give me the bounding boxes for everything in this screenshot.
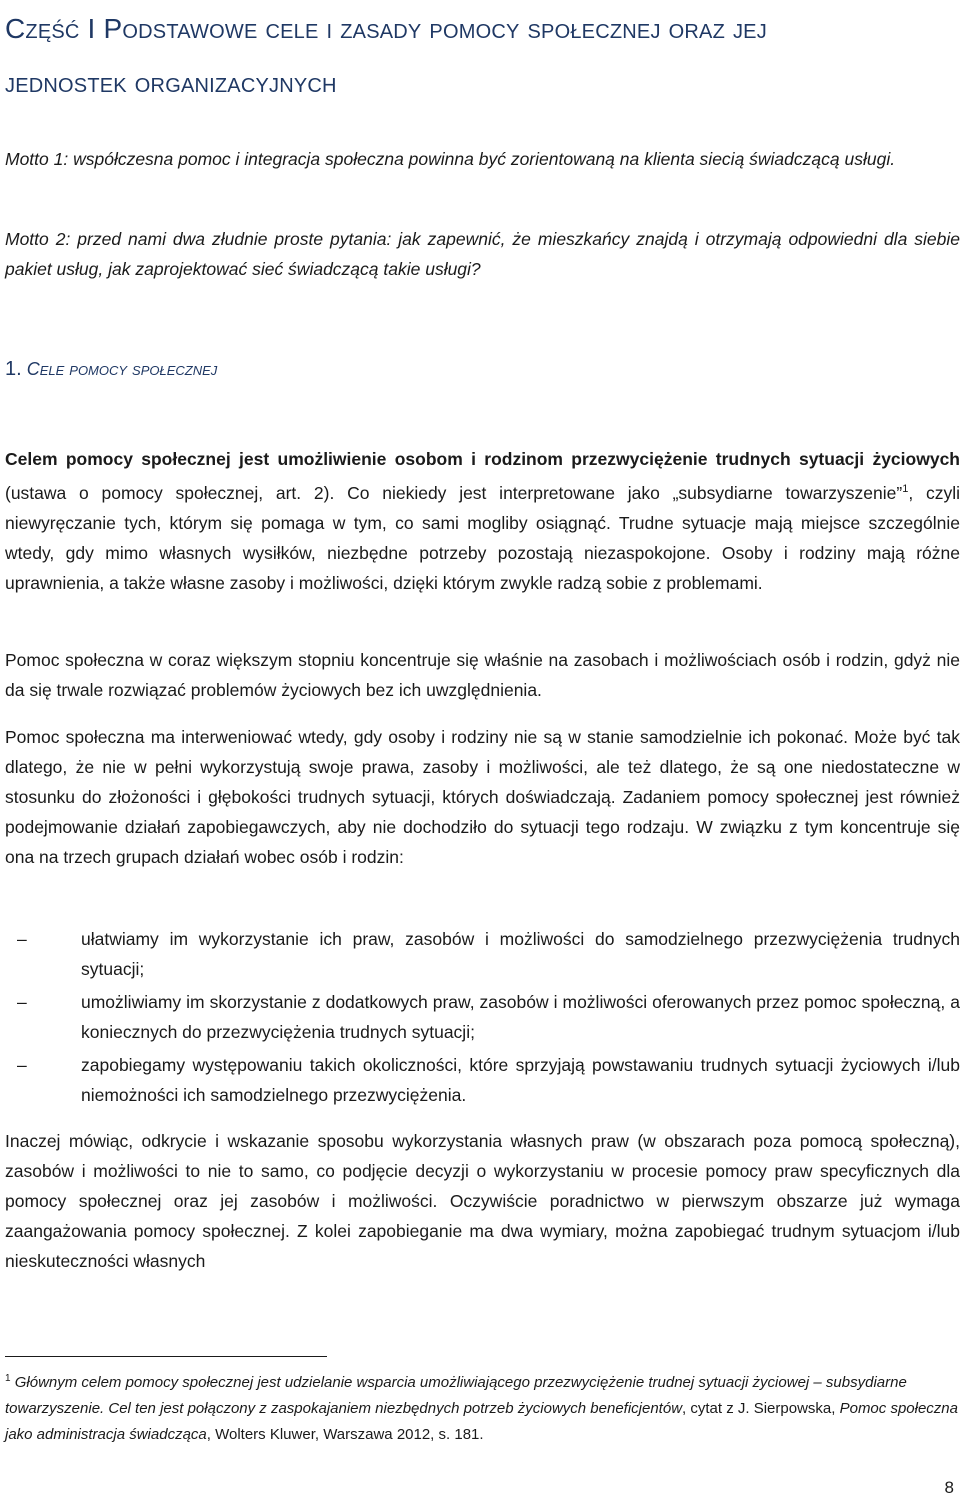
section-number: 1. [5,358,22,380]
paragraph-1-rest: , czyli niewyręczanie tych, którym się pomaga w tym, co sami mogliby osiągnąć. Trudne sytuacje mają miejsce szczególnie wtedy, gdy mimo własnych wysiłków, niezbędne potrzeby pozostają niezaspokojone. Osoby i rodziny mają różne uprawnienia, a także własne zasoby i możliwości, dzięki którym zwykle radzą sobie z problemami. [5,482,960,593]
footnote-text-2: , Wolters Kluwer, Warszawa 2012, s. 181. [206,1426,484,1443]
chapter-heading-line1: Część I Podstawowe cele i zasady pomocy społecznej oraz jej [5,13,767,44]
footnote-italic-2: Pomoc społeczna jako administracja świadcząca [5,1400,958,1443]
paragraph-1-bold: Celem pomocy społecznej jest umożliwienie osobom i rodzinom przezwyciężenie trudnych sytuacji życiowych [5,449,960,469]
page-number: 8 [944,1478,954,1497]
footnote-number: 1 [5,1373,11,1384]
chapter-heading [5,0,960,116]
list-item [5,924,960,984]
section-title: Cele pomocy społecznej [26,359,218,379]
list-item [5,987,960,1047]
dash-bullet: – [17,929,27,949]
footnote-divider [5,1356,327,1357]
footnote [5,1366,960,1448]
action-list [5,924,960,1113]
dash-bullet: – [17,992,27,1012]
list-item-text: ułatwiamy im wykorzystanie ich praw, zasobów i możliwości do samodzielnego przezwyciężenia trudnych sytuacji; [81,929,960,979]
list-item-text: umożliwiamy im skorzystanie z dodatkowych praw, zasobów i możliwości oferowanych przez pomoc społeczną, a koniecznych do przezwyciężenia trudnych sytuacji; [81,992,960,1042]
list-item-text: zapobiegamy występowaniu takich okoliczności, które sprzyjają powstawaniu trudnych sytuacji życiowych i/lub niemożności ich samodzielnego przezwyciężenia. [81,1055,960,1105]
paragraph-3: Pomoc społeczna ma interweniować wtedy, gdy osoby i rodziny nie są w stanie samodzielnie ich pokonać. Może być tak dlatego, że nie w pełni wykorzystują swoje prawa, zasoby i możliwości, ale też dlatego, że są one niedostateczne w stosunku do złożoności i głębokości trudnych sytuacji, których doświadczają. Zadaniem pomocy społecznej jest również podejmowanie działań zapobiegawczych, aby nie dochodziło do sytuacji tego rodzaju. W związku z tym koncentruje się ona na trzech grupach działań wobec osób i rodzin: [5,727,960,867]
list-item [5,1050,960,1110]
paragraph-4: Inaczej mówiąc, odkrycie i wskazanie sposobu wykorzystania własnych praw (w obszarach poza pomocą społeczną), zasobów i możliwości to nie to samo, co podjęcie decyzji o wykorzystaniu w procesie pomocy praw specyficznych dla pomocy społecznej oraz jej zasobów i możliwości. Oczywiście poradnictwo w pierwszym obszarze już wymaga zaangażowania pomocy społecznej. Z kolei zapobieganie ma dwa wymiary, można zapobiegać trudnym sytuacjom i/lub nieskuteczności własnych [5,1131,960,1271]
chapter-heading-line2: jednostek organizacyjnych [5,67,337,98]
motto-1: Motto 1: współczesna pomoc i integracja społeczna powinna być zorientowaną na klienta siecią świadczącą usługi. [5,149,896,169]
footnote-ref[interactable]: 1 [902,483,909,495]
footnote-italic-1: Głównym celem pomocy społecznej jest udzielanie wsparcia umożliwiającego przezwyciężenie trudnej sytuacji życiowej – subsydiarne towarzyszenie. Cel ten jest połączony z zaspokajaniem niezbędnych potrzeb życiowych beneficjentów [5,1374,907,1417]
paragraph-1-after-bold: (ustawa o pomocy społecznej, art. 2). Co niekiedy jest interpretowane jako „subsydiarne towarzyszenie” [5,482,903,503]
section-heading [5,358,217,381]
paragraph-1 [5,444,960,598]
document-page [5,0,960,1511]
footnote-text-1: , cytat z J. Sierpowska, [682,1400,840,1417]
paragraph-2: Pomoc społeczna w coraz większym stopniu koncentruje się właśnie na zasobach i możliwościach osób i rodzin, gdyż nie da się trwale rozwiązać problemów życiowych bez ich uwzględnienia. [5,650,960,700]
motto-2: Motto 2: przed nami dwa złudnie proste pytania: jak zapewnić, że mieszkańcy znajdą i otrzymają odpowiedni dla siebie pakiet usług, jak zaprojektować sieć świadczącą takie usługi? [5,229,960,279]
dash-bullet: – [17,1055,27,1075]
